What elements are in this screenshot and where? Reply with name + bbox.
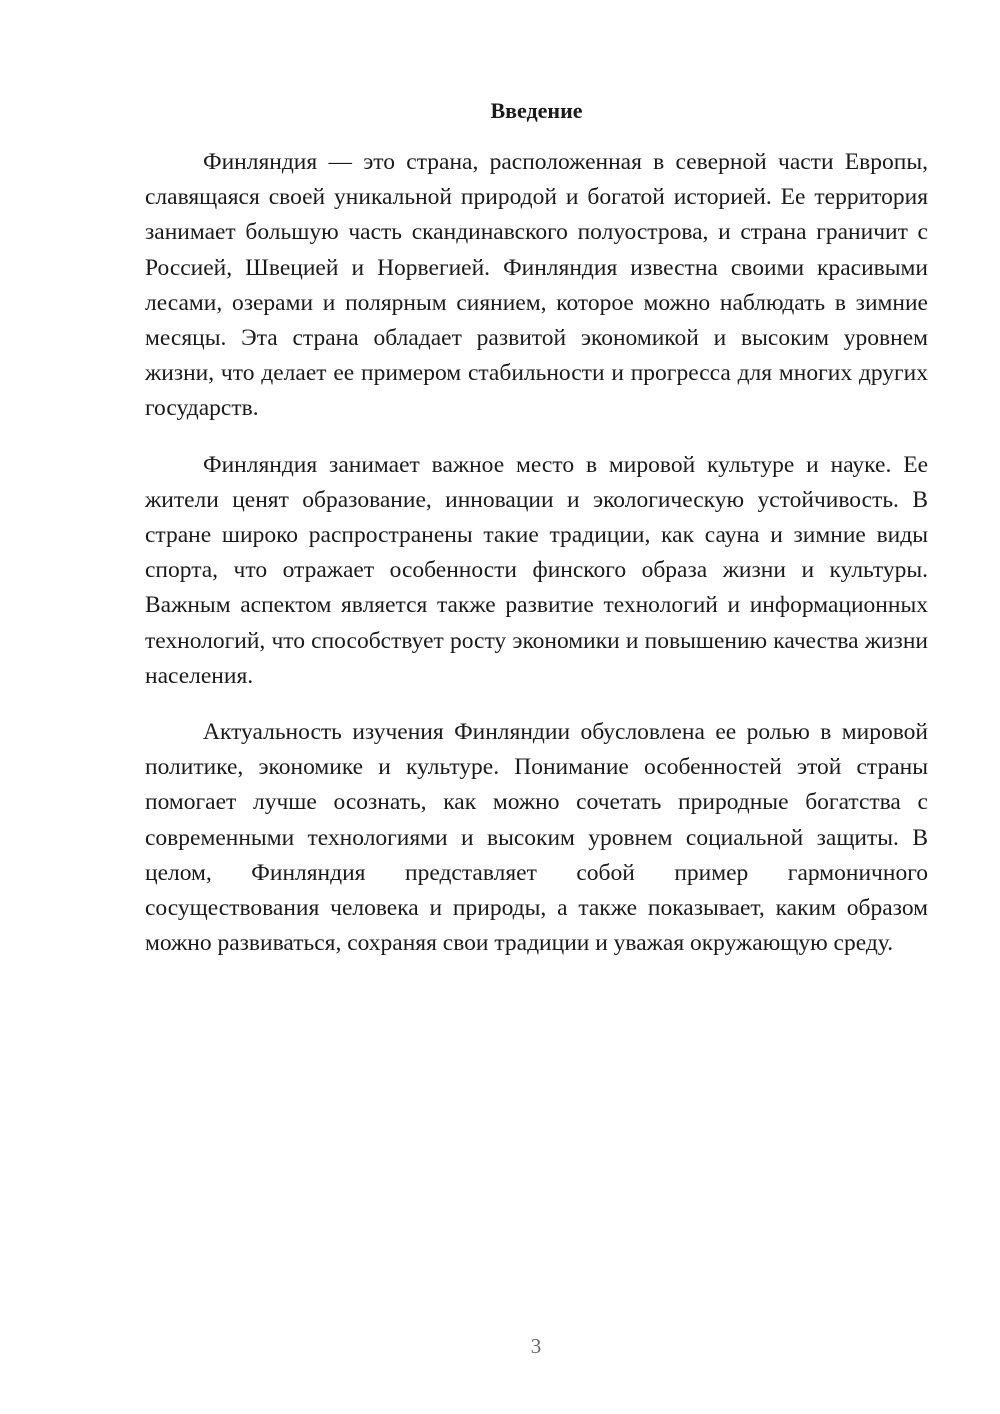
paragraph-2: Финляндия занимает важное место в мировой культуре и науке. Ее жители ценят образование, инновации и экологическую устойчивость. В стране широко распространены такие традиции, как сауна и зимние виды спорта, что отражает особенности финского образа жизни и культуры. Важным аспектом является также развитие технологий и информационных технологий, что способствует росту экономики и повышению качества жизни населения.: [145, 451, 928, 689]
body-text: [145, 145, 928, 982]
section-heading: Введение: [490, 98, 583, 123]
paragraph-1: Финляндия — это страна, расположенная в северной части Европы, славящаяся своей уникальной природой и богатой историей. Ее территория занимает большую часть скандинавского полуострова, и страна граничит с Россией, Швецией и Норвегией. Финляндия известна своими красивыми лесами, озерами и полярным сиянием, которое можно наблюдать в зимние месяцы. Эта страна обладает развитой экономикой и высоким уровнем жизни, что делает ее примером стабильности и прогресса для многих других государств.: [145, 149, 928, 422]
paragraph-3: Актуальность изучения Финляндии обусловлена ее ролью в мировой политике, экономике и культуре. Понимание особенностей этой страны помогает лучше осознать, как можно сочетать природные богатства с современными технологиями и высоким уровнем социальной защиты. В целом, Финляндия представляет собой пример гармоничного сосуществования человека и природы, а также показывает, каким образом можно развиваться, сохраняя свои традиции и уважая окружающую среду.: [145, 719, 928, 957]
page-number: 3: [530, 1334, 542, 1358]
